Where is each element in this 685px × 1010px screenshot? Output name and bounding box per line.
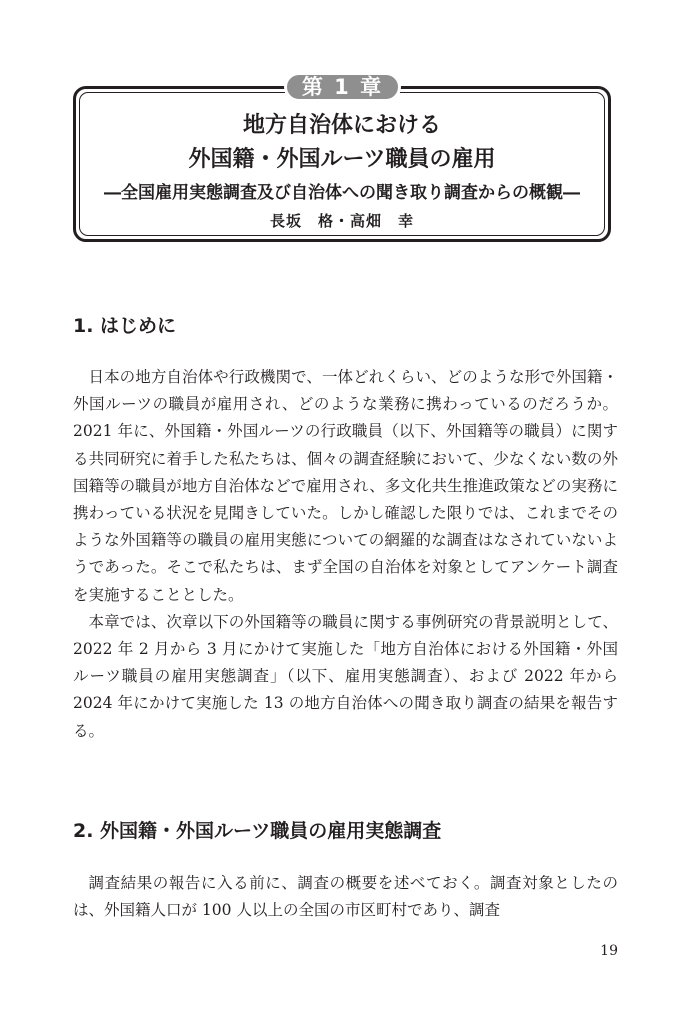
chapter-subtitle: ―全国雇用実態調査及び自治体への聞き取り調査からの概観― xyxy=(104,183,580,203)
section-1-paragraph-1: 日本の地方自治体や行政機関で、一体どれくらい、どのような形で外国籍・外国ルーツの職員が雇用され、どのような業務に携わっているのだろうか。2021 年に、外国籍・外国ルーツの行政職員（以下、外国籍等の職員）に関する共同研究に着手した私たちは、個々の調査経験において、少なくない数の外国籍等の職員が地方自治体などで雇用され、多文化共生推進政策などの実務に携わっている状況を見聞きしていた。しかし確認した限りでは、これまでそのような外国籍等の職員の雇用実態についての網羅的な調査はなされていないようであった。そこで私たちは、まず全国の自治体を対象としてアンケート調査を実施することとした。 xyxy=(73,368,618,604)
section-2-heading: 2. 外国籍・外国ルーツ職員の雇用実態調査 xyxy=(73,820,442,842)
section-2-body xyxy=(73,870,618,924)
page-number: 19 xyxy=(600,943,618,959)
chapter-authors: 長坂 格・高畑 幸 xyxy=(269,212,414,230)
chapter-title-line-1: 地方自治体における xyxy=(242,113,441,138)
chapter-title-line-2: 外国籍・外国ルーツ職員の雇用 xyxy=(188,147,496,172)
section-2-paragraph-1: 調査結果の報告に入る前に、調査の概要を述べておく。調査対象としたのは、外国籍人口が 100 人以上の全国の市区町村であり、調査 xyxy=(73,874,618,920)
section-1-heading: 1. はじめに xyxy=(73,315,177,337)
section-1-body xyxy=(73,364,618,745)
section-1-paragraph-2: 本章では、次章以下の外国籍等の職員に関する事例研究の背景説明として、2022 年 2 月から 3 月にかけて実施した「地方自治体における外国籍・外国ルーツ職員の雇用実態調査」（以下、雇用実態調査）、および 2022 年から 2024 年にかけて実施した 13 の地方自治体への聞き取り調査の結果を報告する。 xyxy=(73,612,618,740)
chapter-label-badge: 第 1 章 xyxy=(284,72,401,102)
